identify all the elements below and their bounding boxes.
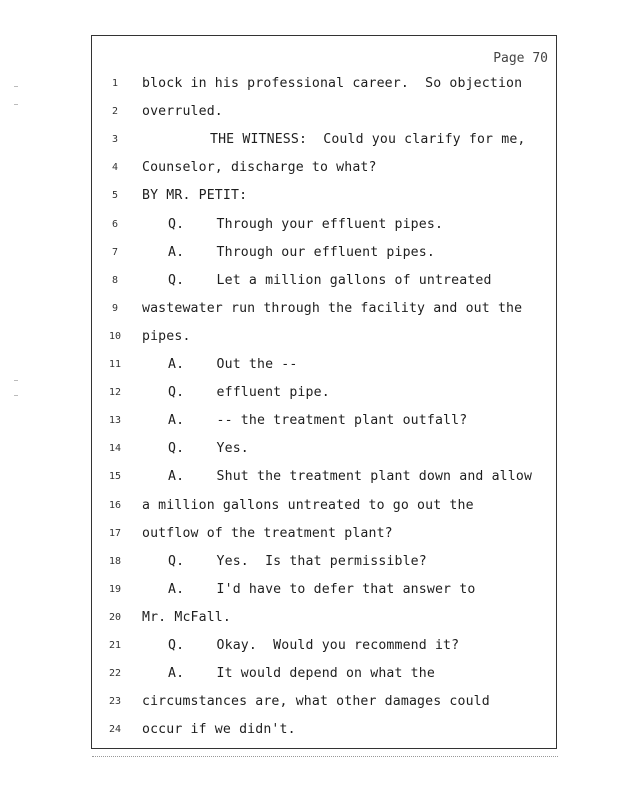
transcript-line: outflow of the treatment plant? bbox=[142, 525, 393, 541]
line-number: 24 bbox=[108, 724, 122, 736]
line-number: 20 bbox=[108, 611, 122, 623]
line-number: 13 bbox=[108, 415, 122, 427]
transcript-line: A. I'd have to defer that answer to bbox=[168, 581, 476, 597]
line-number: 8 bbox=[111, 274, 119, 286]
transcript-line: Q. effluent pipe. bbox=[168, 385, 330, 401]
transcript-line: a million gallons untreated to go out the bbox=[142, 497, 474, 513]
bottom-rule bbox=[92, 756, 558, 757]
line-number: 19 bbox=[108, 583, 122, 595]
line-number: 9 bbox=[111, 302, 119, 314]
transcript-line: Mr. McFall. bbox=[142, 609, 231, 625]
transcript-line: Q. Yes. Is that permissible? bbox=[168, 553, 427, 569]
line-number: 2 bbox=[111, 106, 119, 118]
transcript-line: overruled. bbox=[142, 104, 223, 120]
line-number: 3 bbox=[111, 134, 119, 146]
line-number: 23 bbox=[108, 696, 122, 708]
line-number: 4 bbox=[111, 162, 119, 174]
margin-mark bbox=[14, 86, 18, 87]
line-number: 22 bbox=[108, 668, 122, 680]
transcript-line: Q. Through your effluent pipes. bbox=[168, 216, 444, 232]
transcript-line: block in his professional career. So objection bbox=[142, 76, 523, 91]
transcript-line: occur if we didn't. bbox=[142, 722, 296, 738]
line-number: 16 bbox=[108, 499, 122, 511]
line-number: 15 bbox=[108, 471, 122, 483]
margin-mark bbox=[14, 395, 18, 396]
line-number: 7 bbox=[111, 246, 119, 258]
transcript-line: Q. Let a million gallons of untreated bbox=[168, 272, 492, 288]
line-number: 11 bbox=[108, 359, 122, 370]
transcript-line: Counselor, discharge to what? bbox=[142, 160, 377, 176]
transcript-line: A. -- the treatment plant outfall? bbox=[168, 413, 468, 429]
transcript-line: A. It would depend on what the bbox=[168, 666, 435, 682]
line-number: 17 bbox=[108, 527, 122, 539]
transcript-line: THE WITNESS: Could you clarify for me, bbox=[210, 132, 526, 148]
page-number: Page 70 bbox=[493, 51, 548, 66]
transcript-line: A. Shut the treatment plant down and allow bbox=[168, 469, 533, 485]
transcript-line: A. Through our effluent pipes. bbox=[168, 244, 435, 260]
margin-mark bbox=[14, 380, 18, 381]
transcript-line: circumstances are, what other damages could bbox=[142, 694, 490, 710]
line-number: 14 bbox=[108, 443, 122, 455]
transcript-line: Q. Okay. Would you recommend it? bbox=[168, 638, 460, 653]
line-number: 5 bbox=[111, 190, 119, 202]
margin-mark bbox=[14, 104, 18, 105]
line-number: 1 bbox=[111, 78, 119, 89]
transcript-line: A. Out the -- bbox=[168, 357, 298, 372]
transcript-line: Q. Yes. bbox=[168, 441, 249, 457]
line-number: 21 bbox=[108, 640, 122, 651]
line-number: 12 bbox=[108, 387, 122, 399]
transcript-page bbox=[91, 35, 557, 749]
transcript-line: pipes. bbox=[142, 328, 191, 344]
line-number: 6 bbox=[111, 218, 119, 230]
line-number: 18 bbox=[108, 555, 122, 567]
transcript-line: BY MR. PETIT: bbox=[142, 188, 248, 204]
transcript-line: wastewater run through the facility and out the bbox=[142, 300, 523, 316]
line-number: 10 bbox=[108, 330, 122, 342]
